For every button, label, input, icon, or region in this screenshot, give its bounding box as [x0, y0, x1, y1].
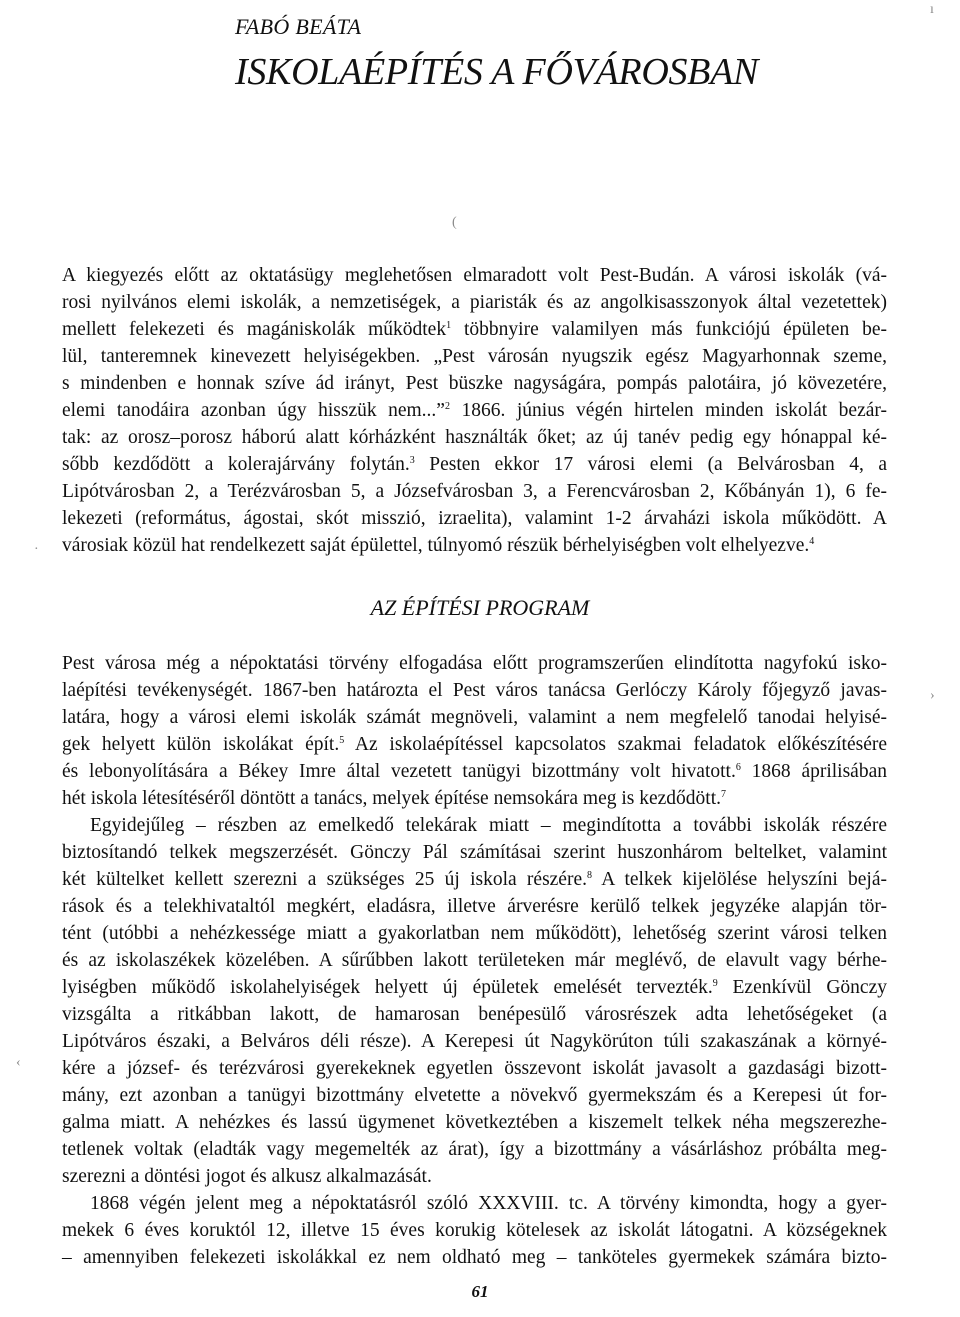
- text-line: laépítési tevékenységét. 1867-ben határozta el Pest város tanácsa Gerlóczy Károly főjegyző javas-: [62, 680, 887, 701]
- text-line: lül, tanteremnek kinevezett helyiségekben. „Pest városán nyugszik egész Magyarhonnak szeme,: [62, 346, 887, 367]
- text-line: Lipótváros északi, a Belváros déli része). A Kerepesi út Nagykörúton túli szakaszának a környé-: [62, 1031, 887, 1052]
- text-line: gek helyett külön iskolákat épít.$^5$ Az iskolaépítéssel kapcsolatos szakmai feladatok előkészítésére: [62, 734, 887, 755]
- text-line: latára, hogy a városi elemi iskolák számát megnöveli, valamint a nem megfelelő tanodai helyisé-: [62, 707, 887, 728]
- text-line: szerezni a döntési jogot és alkusz alkalmazását.: [62, 1166, 432, 1187]
- intro-paragraph: [62, 262, 887, 559]
- text-line: A kiegyezés előtt az oktatásügy meglehetősen elmaradott volt Pest-Budán. A városi iskolák (vá-: [62, 265, 887, 286]
- program-paragraphs: [62, 650, 887, 1271]
- stray-mark: ı: [930, 2, 934, 17]
- text-line: városiak közül hat rendelkezett saját épülettel, túlnyomó részük bérhelyiségben volt elhelyezve.$^4$: [62, 535, 815, 556]
- text-line: Pest városa még a népoktatási törvény elfogadása előtt programszerűen elindította nagyfokú isko-: [62, 653, 887, 674]
- text-line: biztosítandó telkek megszerzését. Gönczy Pál számításai szerint huszonhárom beltelket, valamint: [62, 842, 887, 863]
- text-line: tak: az orosz–porosz háború alatt kórházként használták őket; az új tanév pedig egy hónappal ké-: [62, 427, 887, 448]
- text-line: és lebonyolítására a Békey Imre által vezetett tanügyi bizottmány volt hivatott.$^6$ 1868 áprilisában: [62, 761, 887, 782]
- text-line: és az iskolaszékek közelében. A sűrűbben lakott területeken már meglévő, de elavult vagy bérhe-: [62, 950, 887, 971]
- text-line: s mindenben e honnak szíve ád irányt, Pest büszke nagyságára, pompás palotáira, jó kövezetére,: [62, 373, 887, 394]
- text-line: rosi nyilvános elemi iskolák, a nemzetiségek, a piaristák és az angolkisasszonyok által vezetettek): [62, 292, 887, 313]
- stray-mark: (: [452, 215, 457, 230]
- text-line: elemi tanodáira azonban úgy hisszük nem...”$^2$ 1866. június végén hirtelen minden iskolát bezár-: [62, 400, 887, 421]
- text-line: tetlenek voltak (eladták vagy megemelték az árat), így a bizottmány a vásárláshoz próbálta meg-: [62, 1139, 887, 1160]
- text-line: – amennyiben felekezeti iskolákkal ez nem oldható meg – tanköteles gyermekek számára bizto-: [62, 1247, 887, 1268]
- text-line: tént (utóbbi a nehézkessége miatt a gyakorlatban nem működött), lehetőség szerint városi telken: [62, 923, 887, 944]
- text-line: 1868 végén jelent meg a népoktatásról szóló XXXVIII. tc. A törvény kimondta, hogy a gyer-: [90, 1193, 887, 1214]
- text-line: mellett felekezeti és magániskolák működtek$^1$ többnyire valamilyen más funkciójú épületen be-: [62, 319, 887, 340]
- text-line: kére a józsef- és terézvárosi gyerekeknek egyetlen összevont iskolát javasolt a gazdasági bizott-: [62, 1058, 887, 1079]
- text-line: hét iskola létesítéséről döntött a tanács, melyek építése nemsokára meg is kezdődött.$^7$: [62, 788, 727, 809]
- text-line: rások és a telekhivataltól megkért, eladásra, illetve árverésre kerülő telkek jegyzéke alapján tör-: [62, 896, 887, 917]
- text-line: két kültelket kellett szerezni a szükséges 25 új iskola részére.$^8$ A telkek kijelölése helyszíni bejá-: [62, 869, 887, 890]
- author-name: FABÓ BEÁTA: [235, 14, 362, 39]
- stray-mark: ›: [930, 688, 935, 703]
- text-line: mány, ezt azonban a tanügyi bizottmány elvetette a növekvő gyermekszám és a Kerepesi út for-: [62, 1085, 887, 1106]
- text-line: Egyidejűleg – részben az emelkedő telekárak miatt – megindította a további iskolák részére: [90, 815, 887, 836]
- article-title: ISKOLAÉPÍTÉS A FŐVÁROSBAN: [235, 51, 759, 93]
- text-line: vizsgálta a ritkábban lakott, de hamarosan benépesülő városrészek adta lehetőségeket (a: [62, 1004, 887, 1025]
- text-line: lyiségben működő iskolahelyiségek helyett új épületek emelését tervezték.$^9$ Ezenkívül Gönczy: [62, 977, 887, 998]
- stray-mark: ·: [34, 542, 39, 557]
- text-line: mekek 6 éves koruktól 12, illetve 15 éves korukig kötelesek az iskolát látogatni. A községeknek: [62, 1220, 887, 1241]
- stray-mark: ‹: [16, 1055, 21, 1070]
- text-line: Lipótvárosban 2, a Terézvárosban 5, a Józsefvárosban 3, a Ferencvárosban 2, Kőbányán 1), 6 fe-: [62, 481, 887, 502]
- section-heading: AZ ÉPÍTÉSI PROGRAM: [370, 595, 590, 620]
- text-line: galma miatt. A nehézkes és lassú ügymenet következtében a kiszemelt telkek néha megszerezhe-: [62, 1112, 887, 1133]
- page-number: 61: [471, 1282, 489, 1301]
- text-line: lekezeti (református, ágostai, skót misszió, izraelita), valamint 1-2 árvaházi iskola működött. A: [62, 508, 887, 529]
- text-line: sőbb kezdődött a kolerajárvány folytán.$^3$ Pesten ekkor 17 városi elemi (a Belvárosban 4, a: [62, 454, 887, 475]
